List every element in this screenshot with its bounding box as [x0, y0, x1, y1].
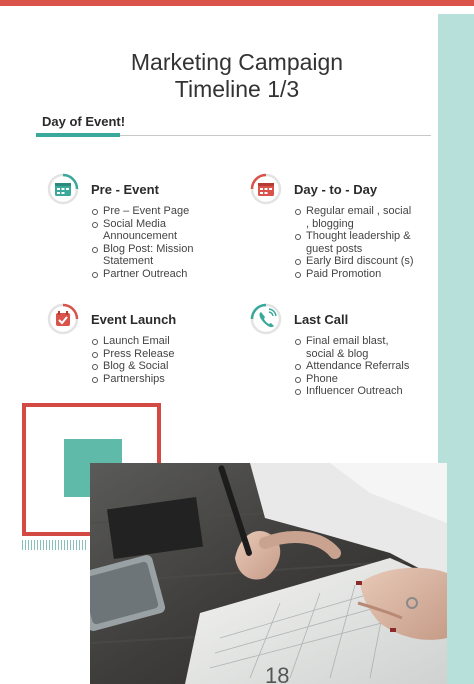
- section-divider-accent: [36, 133, 120, 137]
- calendar-check-icon: [47, 303, 79, 335]
- block-day-to-day-header: [250, 173, 377, 205]
- list-item: Early Bird discount (s): [294, 255, 414, 268]
- list-item: guest posts: [306, 242, 363, 255]
- list-item: , blogging: [306, 217, 354, 230]
- list-item: Thought leadership &: [294, 230, 414, 243]
- list-item: Press Release: [91, 348, 175, 361]
- block-title: Event Launch: [91, 311, 177, 327]
- list-item: Pre – Event Page: [91, 205, 193, 218]
- calendar-writing-photo: [90, 463, 447, 684]
- list-item: Launch Email: [91, 335, 175, 348]
- list-item: Regular email , social: [294, 205, 414, 218]
- calendar-icon: [250, 173, 282, 205]
- list-item: Influencer Outreach: [294, 385, 409, 398]
- list-item: Blog & Social: [91, 360, 175, 373]
- block-title: Pre - Event: [91, 181, 159, 197]
- list-item: Blog Post: Mission: [91, 243, 193, 256]
- list-item: Social Media: [91, 218, 193, 231]
- block-title: Day - to - Day: [294, 181, 378, 197]
- list-item: Partnerships: [91, 373, 175, 386]
- block-pre-event-header: [47, 173, 159, 205]
- block-day-to-day-list: [294, 205, 414, 281]
- list-item: Final email blast,: [294, 335, 409, 348]
- section-label: Day of Event!: [42, 114, 126, 129]
- page-title-line2: Timeline 1/3: [174, 76, 300, 102]
- decorative-tick-pattern: [22, 540, 88, 550]
- block-event-launch-list: [91, 335, 175, 385]
- block-event-launch-header: [47, 303, 176, 335]
- list-item: Announcement: [103, 230, 177, 243]
- block-title: Last Call: [294, 311, 349, 327]
- list-item: Attendance Referrals: [294, 360, 409, 373]
- calendar-icon: [47, 173, 79, 205]
- list-item: social & blog: [306, 347, 369, 360]
- list-item: Phone: [294, 373, 409, 386]
- block-last-call-list: [294, 335, 409, 398]
- phone-icon: [250, 303, 282, 335]
- page-title-line1: Marketing Campaign: [130, 49, 344, 75]
- block-last-call-header: [250, 303, 348, 335]
- list-item: Paid Promotion: [294, 268, 414, 281]
- svg-text:18: 18: [265, 663, 290, 684]
- list-item: Statement: [103, 255, 154, 268]
- top-accent-bar: [0, 0, 474, 6]
- list-item: Partner Outreach: [91, 268, 193, 281]
- block-pre-event-list: [91, 205, 193, 281]
